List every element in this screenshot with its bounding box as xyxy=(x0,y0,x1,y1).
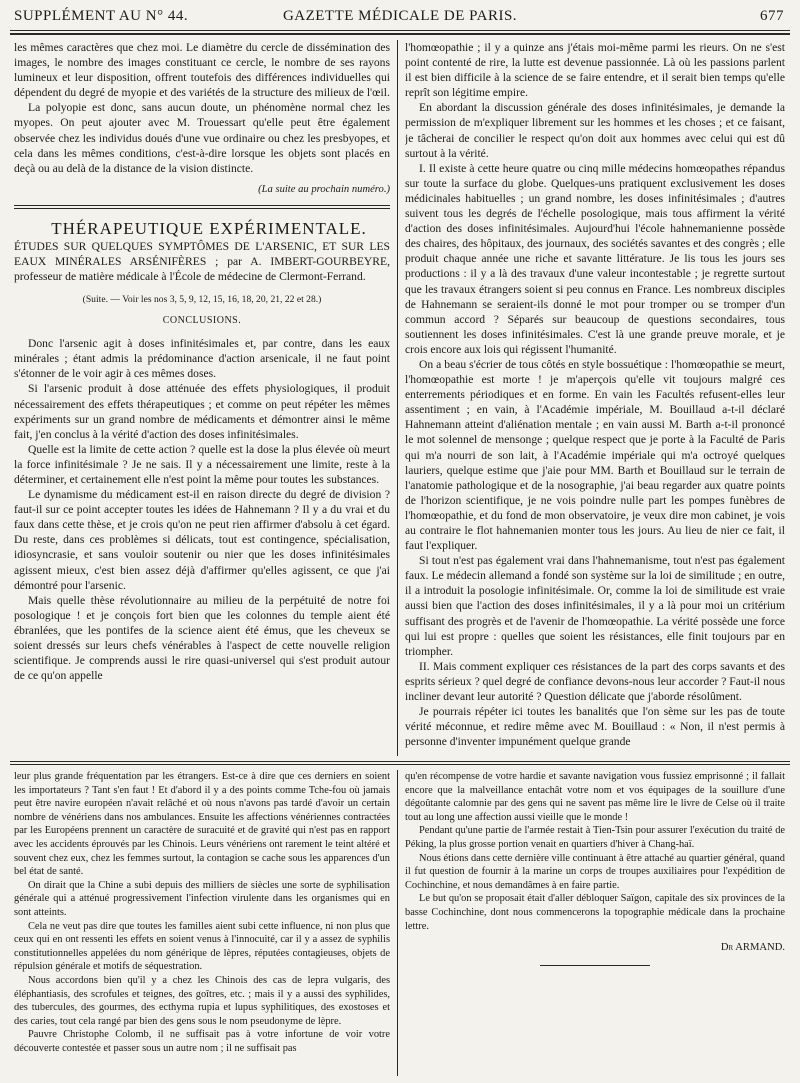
right-paragraph-6: II. Mais comment expliquer ces résistances de la part des corps savants et des esprits sérieux ? quel degré de confiance devons-nous leur accorder ? Faut-il nous incliner devant leur autorité ? Question délicate que j'aborde résolûment. xyxy=(405,659,785,704)
page-header xyxy=(0,6,800,28)
bottom-left-column xyxy=(14,770,390,1076)
article-subtitle: ÉTUDES SUR QUELQUES SYMPTÔMES DE L'ARSENIC, ET SUR LES EAUX MINÉRALES ARSÉNIFÈRES ; par A. IMBERT-GOURBEYRE, professeur de matière médicale à l'École de médecine de Clermont-Ferrand. xyxy=(14,239,390,283)
bottom-right-column xyxy=(405,770,785,1076)
bottom-left-paragraph-4: Nous accordons bien qu'il y a chez les Chinois des cas de lepra vulgaris, des éléphantiasis, des scrofules et teignes, des goîtres, etc. ; mais il y a aussi des syphilides, des tubercules, des gourmes, des ecthyma rupia et lupus syphilitiques, des exostoses et des caries, tout cela rangé par bien des gens sous le nom pseudonyme de lèpre. xyxy=(14,974,390,1027)
left-paragraph-2: La polyopie est donc, sans aucun doute, un phénomène normal chez les myopes. On peut ajouter avec M. Trouessart qu'elle peut être également observée chez les individus doués d'une vue ordinaire ou chez les presbyopes, et cela dans les mêmes conditions, c'est-à-dire lorsque les objets sont placés en deçà ou au delà de la distance de la vision distincte. xyxy=(14,101,390,175)
left-paragraph-1: les mêmes caractères que chez moi. Le diamètre du cercle de dissémination des images, le nombre des images constituant ce cercle, le nombre de ses rayons lumineux et leur disposition, offrent toutefois des différences individuelles qui dépendent du degré de myopie et des variétés de la structure des milieux de l'œil. xyxy=(14,41,390,100)
right-paragraph-1: l'homœopathie ; il y a quinze ans j'étais moi-même parmi les rieurs. On ne s'est point contenté de rire, la lutte est devenue passionnée. Là où les passions parlent il est bien difficile à la science de se faire entendre, et il serait bien temps qu'elle reprît son légitime empire. xyxy=(405,41,785,100)
section-title: THÉRAPEUTIQUE EXPÉRIMENTALE. xyxy=(51,218,367,238)
right-paragraph-4: On a beau s'écrier de tous côtés en style bossuétique : l'homœopathie se meurt, l'homœopathie est morte ! je m'aperçois qu'elle vit toujours malgré ces enterrements périodiques et en forme. En vain les Facultés refusent-elles leur assentiment ; en vain, à l'Académie impériale, M. Bouillaud a-t-il déclaré Hahnemann atteint d'aliénation mentale ; en vain aussi M. Barth a-t-il prononcé le mot solennel de mensonge ; quelque respect que je porte à la Faculté de Paris qui m'a nourri de son lait, à l'Académie impériale qui m'a octroyé quelques lauriers, quelque estime que j'aie pour MM. Barth et Bouillaud sur le terrain de l'anatomie pathologique et de la nosographie, j'ai beau regarder aux quatre points de l'horizon scientifique, je ne vois poindre nulle part les pompes funèbres de l'homœopathie, et du fond de mon observatoire, je veux dire mon cabinet, je vois au contraire le flot hahnemanien monter tous les jours. Au lieu de nier ce fait, il faut l'expliquer. xyxy=(405,357,785,553)
end-rule xyxy=(540,965,650,966)
bottom-right-paragraph-3: Nous étions dans cette dernière ville continuant à être attaché au quartier général, quand il fut question de fournir à la marine un corps de troupes auxiliaires pour l'expédition de Cochinchine, et nous demandâmes à en faire partie. xyxy=(405,852,785,891)
author-signature: Dr ARMAND. xyxy=(720,942,785,954)
header-supplement: SUPPLÉMENT AU N° 44. xyxy=(14,8,189,24)
right-paragraph-2: En abordant la discussion générale des doses infinitésimales, je demande la permission de m'expliquer librement sur les hommes et les choses ; et ce faisant, je tâcherai de concilier le respect qu'on doit aux hommes avec celui qui est dû surtout à la vérité. xyxy=(405,101,785,160)
left-paragraph-7: Mais quelle thèse révolutionnaire au milieu de la perpétuité de notre foi posologique ! et je conçois fort bien que les colonnes du temple aient été ébranlées, que les pontifes de la science aient été émus, que les cheveux se soient dressés sur leurs chefs vénérables à l'aspect de cette nouvelle religion scientifique. Je comprends aussi le rire quasi-universel qui s'est produit autour de ce qu'on appelle xyxy=(14,593,390,683)
right-paragraph-3: I. Il existe à cette heure quatre ou cinq mille médecins homœopathes répandus sur toute la surface du globe. Quelques-uns pratiquent exclusivement les doses médicinales habituelles ; un grand nombre, les doses infinitésimales ; d'autres suivent tous les degrés de l'échelle posologique, mais tous affirment la vérité d'action des doses infinitésimales. Aujourd'hui l'école hahnemanienne possède des chaires, des hôpitaux, des journaux, des sociétés savantes et des congrès ; elle produit chaque année une riche et savante littérature. Je lis tous les jours ses productions : il y a là des travaux d'une valeur incontestable ; je regrette surtout que les travaux étrangers soient si peu connus en France. Les nombreux disciples de Hahnemann se seraient-ils donné le mot pour tromper ou se tromper d'un commun accord ? Séparés sur beaucoup de questions secondaires, tous soutiennent les doses infinitésimales. C'est là une grande preuve morale, et je crois encore aux lois qui régissent l'humanité. xyxy=(405,161,785,356)
header-rule-top xyxy=(10,30,790,31)
bottom-right-paragraph-1: qu'en récompense de votre hardie et savante navigation vous fussiez emprisonné ; il fallait encore que la malveillance entachât votre nom et vos équipages de la souillure d'une dégoûtante calomnie par des gens qui ne savent pas même lire le livre de Celse où il traite tout au long une affection aussi vieille que le monde ! xyxy=(405,771,785,823)
header-rule-bottom xyxy=(10,33,790,35)
suite-note: (Suite. — Voir les nos 3, 5, 9, 12, 15, 16, 18, 20, 21, 22 et 28.) xyxy=(82,293,322,305)
bottom-left-paragraph-1: leur plus grande fréquentation par les étrangers. Est-ce à dire que ces derniers en soient les importateurs ? Tant s'en faut ! Et d'abord il y a des points comme Tche-fou où jamais peut être navire européen n'avait relâché et où nous n'avons pas tardé d'avoir un certain nombre de vénériens dans nos ambulances. Ensuite les affections vénériennes contractées par les Européens prennent un caractère de suracuité et de gravité qui n'est pas en rapport avec les accidents éprouvés par les Chinois. Leurs vénériens ont rarement le teint altéré et souvent chez eux, chez les femmes surtout, la contagion se cache sous les apparences d'un bel état de santé. xyxy=(14,771,390,878)
fold-rule-2 xyxy=(10,764,790,765)
fold-rule-1 xyxy=(10,761,790,762)
bottom-left-paragraph-5: Pauvre Christophe Colomb, il ne suffisait pas à votre infortune de voir votre découverte contestée et passer sous un autre nom ; il ne suffisait pas xyxy=(14,1029,390,1054)
bottom-left-paragraph-3: Cela ne veut pas dire que toutes les familles aient subi cette influence, ni non plus que ceux qui en ont ressenti les effets en soient venus à l'innocuité, car il y a assez de syphilis constitutionnelles appelées du nom générique de lèpres, réputées contagieuses, objets de répulsion générale et motifs de séquestration. xyxy=(14,920,390,973)
column-divider-top xyxy=(397,40,398,756)
left-paragraph-6: Le dynamisme du médicament est-il en raison directe du degré de division ? faut-il sur ce point accepter toutes les idées de Hahnemann ? Il y a du vrai et du faux dans cette thèse, et je crois qu'on ne peut rien affirmer d'absolu à cet égard. Du reste, dans ces problèmes si délicats, tout est contingence, spécialisation, idiosyncrasie, et sans vouloir soutenir ou nier que les doses infinitésimales agissent mieux, c'est bien assez déjà d'affirmer qu'elles agissent, ce que j'ai démontré pour l'arsenic. xyxy=(14,488,390,592)
section-divider xyxy=(14,205,390,209)
continued-note: (La suite au prochain numéro.) xyxy=(258,183,390,195)
right-paragraph-5: Si tout n'est pas également vrai dans l'hahnemanisme, tout n'est pas également faux. Le médecin allemand a fondé son système sur la loi de similitude ; en outre, il a introduit la posologie infinitésimale. Or, comme la loi de similitude est vraie aussi bien que l'action des doses infinitésimales, il y a là pour moi un critérium suffisant des progrès et de l'avenir de l'homœopathie. La vérité possède une force qui lui est propre : quelles que soient les résistances, elle finit toujours par en triompher. xyxy=(405,554,785,658)
header-journal-title: GAZETTE MÉDICALE DE PARIS. xyxy=(282,8,518,24)
left-paragraph-5: Quelle est la limite de cette action ? quelle est la dose la plus élevée où meurt la force infinitésimale ? Je ne sais. Il y a nécessairement une limite, reste à la déterminer, et certainement elle n'est point la même pour toutes les substances. xyxy=(14,442,390,486)
header-page-number: 677 xyxy=(760,8,784,24)
bottom-left-paragraph-2: On dirait que la Chine a subi depuis des milliers de siècles une sorte de syphilisation générale qui a atténué progressivement l'infection virulente dans les organismes qui en sont atteints. xyxy=(14,879,390,918)
bottom-right-paragraph-4: Le but qu'on se proposait était d'aller débloquer Saïgon, capitale des six provinces de la basse Cochinchine, dont nous commencerons la topographie médicale dans la prochaine lettre. xyxy=(405,893,785,932)
right-column xyxy=(405,40,785,756)
bottom-right-paragraph-2: Pendant qu'une partie de l'armée restait à Tien-Tsin pour assurer l'exécution du traité de Péking, la plus grosse portion venait en quartiers d'hiver à Chang-haï. xyxy=(405,825,785,850)
left-paragraph-4: Si l'arsenic produit à dose atténuée des effets physiologiques, il produit nécessairement des effets thérapeutiques ; et comme on peut répéter les mêmes expériments sur un grand nombre de médicaments et démontrer ainsi le même fait, j'en conclus à la vérité d'action des doses infinitésimales. xyxy=(14,382,390,441)
column-divider-bottom xyxy=(397,770,398,1076)
left-column xyxy=(14,40,390,756)
conclusions-heading: CONCLUSIONS. xyxy=(162,315,242,327)
left-paragraph-3: Donc l'arsenic agit à doses infinitésimales et, par contre, dans les eaux minérales ; étant admis la prédominance d'action arsenicale, il ne faut point s'étonner de le voir agir à ces mêmes doses. xyxy=(14,337,390,381)
right-paragraph-7: Je pourrais répéter ici toutes les banalités que l'on sème sur les pas de toute vérité méconnue, et redire même avec M. Bouillaud : « Non, il n'est permis à personne d'inventer impunément quelque grande xyxy=(405,705,785,749)
